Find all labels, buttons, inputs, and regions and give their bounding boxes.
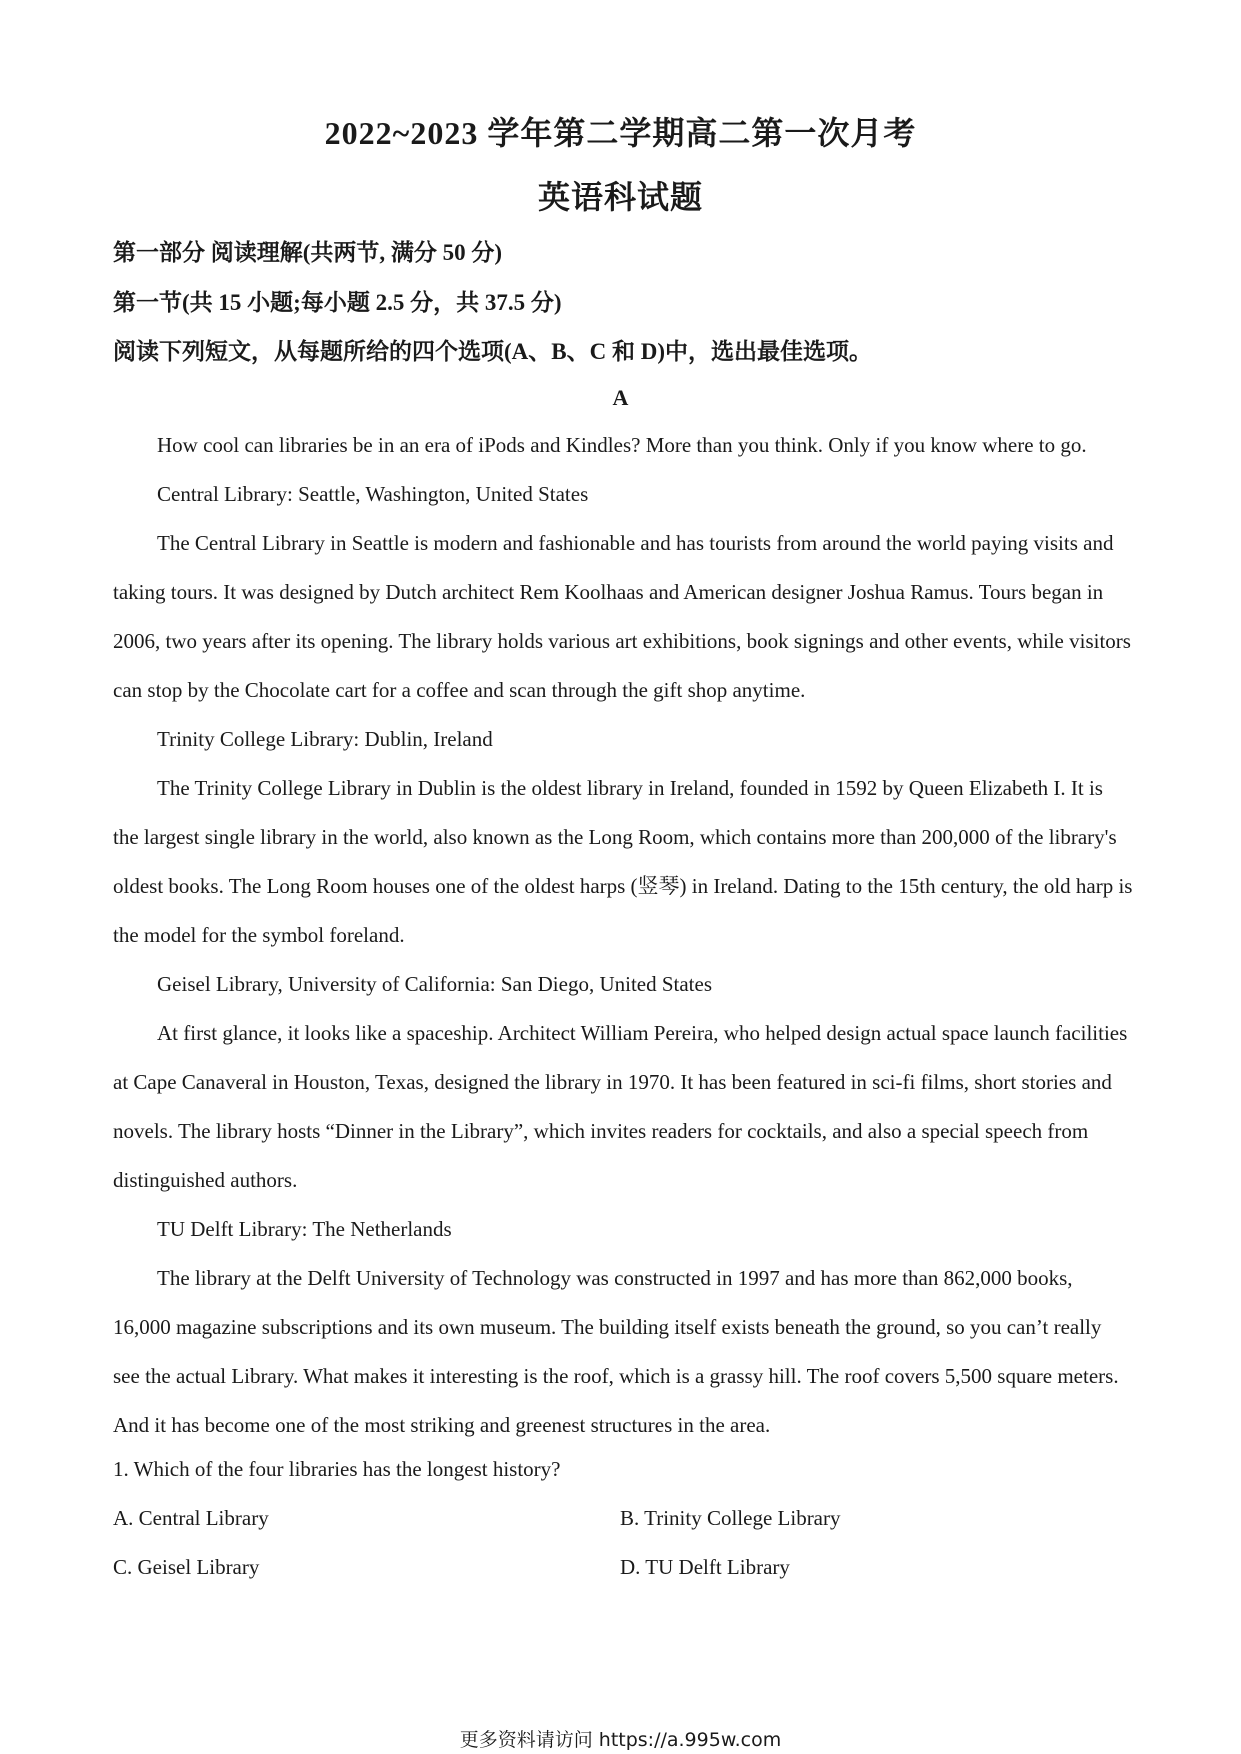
question-1: 1. Which of the four libraries has the longest history? [113,1457,561,1481]
exam-subtitle: 英语科试题 [537,179,703,215]
library-paragraph-geisel: At first glance, it looks like a spaceship. Architect William Pereira, who helped design actual space launch facilities at Cape Canaveral in Houston, Texas, designed the library in 1970. It has been featured in sci-fi films, short stories and novels. The library hosts “Dinner in the Library”, which invites readers for cocktails, and also a special speech from distinguished authors. [113,1021,1128,1192]
option-a: A. Central Library [113,1506,269,1530]
passage-label: A [612,385,629,410]
library-heading-delft: TU Delft Library: The Netherlands [157,1217,452,1241]
directions-text: 阅读下列短文，从每题所给的四个选项(A、B、C 和 D)中，选出最佳选项。 [113,339,872,364]
passage-intro: How cool can libraries be in an era of iPods and Kindles? More than you think. Only if you know where to go. [157,433,1087,457]
option-d: D. TU Delft Library [620,1555,790,1579]
library-paragraph-trinity: The Trinity College Library in Dublin is the oldest library in Ireland, founded in 1592 by Queen Elizabeth I. It is the largest single library in the world, also known as the Long Room, which contains more than 200,000 of the library's oldest books. The Long Room houses one of the oldest harps (竖琴) in Ireland. Dating to the 15th century, the old harp is the model for the symbol foreland. [113,776,1133,947]
library-heading-trinity: Trinity College Library: Dublin, Ireland [157,727,493,751]
passage-body [113,421,1133,1450]
library-paragraph-delft: The library at the Delft University of Technology was constructed in 1997 and has more than 862,000 books, 16,000 magazine subscriptions and its own museum. The building itself exists beneath the ground, so you can’t really see the actual Library. What makes it interesting is the roof, which is a grassy hill. The roof covers 5,500 square meters. And it has become one of the most striking and greenest structures in the area. [113,1266,1119,1437]
option-b: B. Trinity College Library [620,1506,841,1530]
footer-link[interactable]: 更多资料请访问 https://a.995w.com [459,1729,782,1751]
option-c: C. Geisel Library [113,1555,260,1579]
library-paragraph-central: The Central Library in Seattle is modern and fashionable and has tourists from around the world paying visits and taking tours. It was designed by Dutch architect Rem Koolhaas and American designer Joshua Ramus. Tours began in 2006, two years after its opening. The library holds various art exhibitions, book signings and other events, while visitors can stop by the Chocolate cart for a coffee and scan through the gift shop anytime. [113,531,1131,702]
library-heading-geisel: Geisel Library, University of California: San Diego, United States [157,972,713,996]
part-heading: 第一部分 阅读理解(共两节, 满分 50 分) [113,240,503,265]
library-heading-central: Central Library: Seattle, Washington, United States [157,482,589,506]
exam-title: 2022~2023 学年第二学期高二第一次月考 [324,115,917,151]
section-heading: 第一节(共 15 小题;每小题 2.5 分，共 37.5 分) [113,290,562,315]
